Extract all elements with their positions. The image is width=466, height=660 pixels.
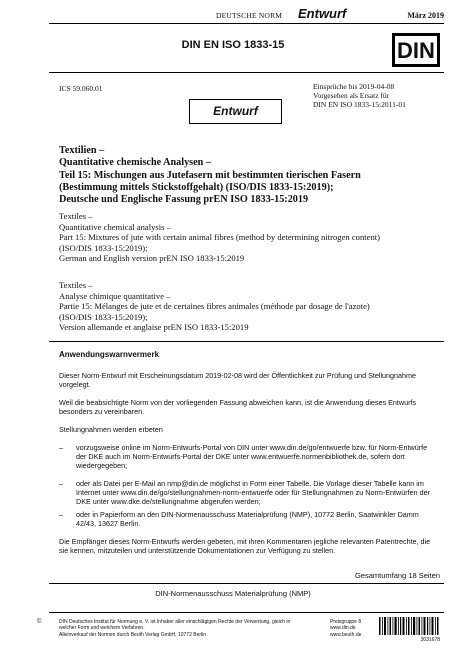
copyright-symbol: ©	[37, 619, 42, 625]
title-line: (ISO/DIS 1833-15:2019);	[59, 311, 148, 322]
comments-intro: Stellungnahmen werden erbeten	[59, 425, 163, 434]
header-rule	[49, 23, 444, 24]
title-line: Version allemande et anglaise prEN ISO 1833-15:2019	[59, 322, 249, 333]
din-url: www.din.de	[330, 625, 356, 632]
title-line: Quantitative chemische Analysen –	[59, 157, 211, 169]
dash-bullet: –	[59, 443, 63, 452]
objection-deadline: Einsprüche bis 2019-04-08	[313, 82, 395, 91]
patent-notice: Die Empfänger dieses Norm-Entwurfs werden gebeten, mit ihren Kommentaren jegliche relevanten Patentrechte, die sie kennen, mitzuteilen und unterstützende Dokumentationen zur Verfügung zu stellen.	[59, 537, 431, 555]
replacement-label: Vorgesehen als Ersatz für	[313, 91, 390, 101]
barcode-number: 3031678	[420, 637, 440, 643]
warning-paragraph: Dieser Norm-Entwurf mit Erscheinungsdatum 2019-02-08 wird der Öffentlichkeit zur Prüfung und Stellungnahme vorgelegt.	[59, 371, 417, 389]
title-line: Analyse chimique quantitative –	[59, 290, 171, 301]
title-line: (Bestimmung mittels Stickstoffgehalt) (ISO/DIS 1833-15:2019);	[59, 181, 334, 193]
list-item-text: oder als Datei per E-Mail an nmp@din.de möglichst in Form einer Tabelle. Die Vorlage dieser Tabelle kann im Internet unter www.din.de/go/stellungnahmen-norm-entwuerfe oder für Stellungnahmen zu Norm-Entwürfen der DKE unter www.dke.de/stellungnahme abgerufen werden;	[76, 479, 430, 506]
title-line: Textiles –	[59, 211, 93, 221]
title-line: German and English version prEN ISO 1833-15:2019	[59, 253, 245, 264]
norm-label: DEUTSCHE NORM	[216, 11, 283, 20]
committee-rule	[49, 583, 444, 584]
replacement-info	[313, 82, 406, 110]
committee-name: DIN-Normenausschuss Materialprüfung (NMP)	[155, 589, 311, 598]
dash-bullet: –	[59, 479, 63, 488]
price-group: Preisgruppe 8	[330, 619, 362, 625]
title-line: Teil 15: Mischungen aus Jutefasern mit bestimmten tierischen Fasern	[59, 169, 361, 181]
footer-rule	[49, 612, 444, 613]
din-logo-text: DIN	[397, 38, 435, 63]
list-item-text: oder in Papierform an den DIN-Normenausschuss Materialprüfung (NMP), 10772 Berlin, Saatwinkler Damm 42/43, 13627 Berlin.	[76, 510, 419, 528]
replaced-standard: DIN EN ISO 1833-15:2011-01	[313, 100, 406, 110]
dash-bullet: –	[59, 510, 63, 519]
warning-paragraph: Weil die beabsichtigte Norm von der vorliegenden Fassung abweichen kann, ist die Anwendung dieses Entwurfs besonders zu vereinbaren.	[59, 398, 417, 416]
din-logo	[392, 33, 440, 67]
title-line: Quantitative chemical analysis –	[59, 221, 171, 232]
total-pages: Gesamtumfang 18 Seiten	[354, 571, 440, 580]
section-rule	[49, 72, 444, 73]
title-line: Textiles –	[59, 280, 93, 290]
copyright-line: DIN Deutsches Institut für Normung e. V. ist Inhaber aller einschlägigen Rechte der Verwertung, gleich in	[59, 619, 291, 625]
ics-code: ICS 59.060.01	[59, 84, 103, 93]
title-line: Part 15: Mixtures of jute with certain animal fibres (method by determining nitrogen content)	[59, 232, 380, 243]
issue-date: März 2019	[407, 11, 444, 20]
draft-box: Entwurf	[189, 99, 282, 124]
barcode-icon	[379, 617, 440, 635]
title-line: Deutsche und Englische Fassung prEN ISO 1833-15:2019	[59, 194, 309, 206]
list-item-text: vorzugsweise online im Norm-Entwurfs-Portal von DIN unter www.din.de/go/entwuerfe bzw. für Norm-Entwürfe der DKE auch im Norm-Entwurfs-Portal der DKE unter www.entwuerfe.normenbibliothek.de, sofern dort wiedergegeben;	[76, 443, 428, 470]
price-info	[330, 619, 361, 638]
copyright-line: welcher Form und welchem Verfahren.	[59, 625, 145, 632]
beuth-url: www.beuth.de	[330, 631, 362, 638]
list-item	[59, 443, 434, 470]
copyright-notice	[37, 619, 309, 638]
title-english	[59, 211, 439, 264]
warning-rule	[49, 341, 444, 342]
title-line: (ISO/DIS 1833-15:2019);	[59, 242, 148, 253]
list-item	[59, 479, 434, 506]
title-line: Textilien –	[59, 145, 105, 156]
title-french	[59, 280, 439, 333]
draft-status-label: Entwurf	[298, 6, 347, 21]
warning-heading: Anwendungswarnvermerk	[59, 350, 160, 359]
copyright-line: Alleinverkauf der Normen durch Beuth Verlag GmbH, 10772 Berlin	[59, 631, 207, 638]
title-line: Partie 15: Mélanges de jute et de certaines fibres animales (méthode par dosage de l'azote)	[59, 301, 370, 312]
list-item	[59, 510, 434, 528]
title-german	[59, 145, 429, 206]
document-number: DIN EN ISO 1833-15	[181, 39, 285, 51]
